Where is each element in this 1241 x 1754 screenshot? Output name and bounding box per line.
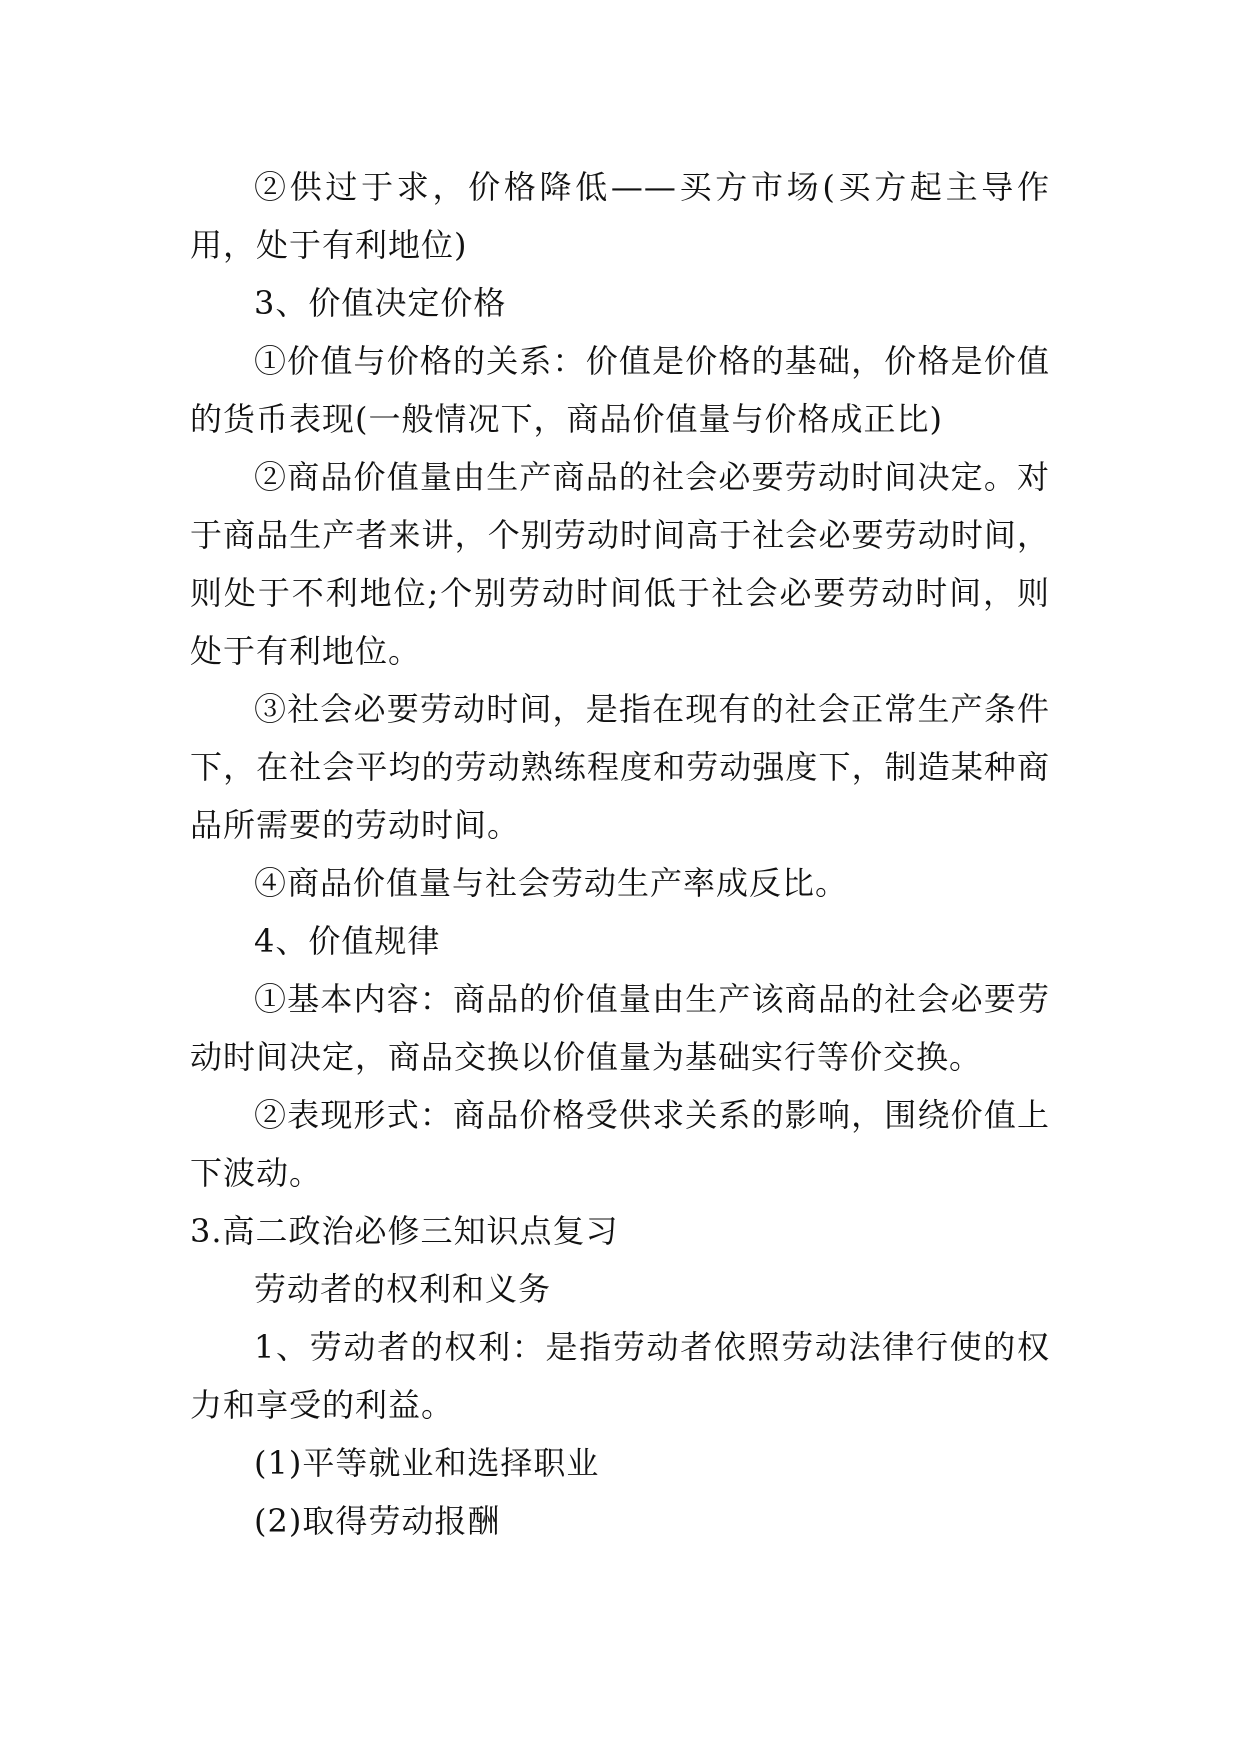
- paragraph-supply-exceeds-demand: ②供过于求，价格降低——买方市场(买方起主导作用，处于有利地位): [190, 168, 1050, 264]
- heading-law-of-value: 4、价值规律: [254, 922, 441, 960]
- document-page: [190, 158, 1050, 1550]
- paragraph-manifestation: ②表现形式：商品价格受供求关系的影响，围绕价值上下波动。: [190, 1096, 1050, 1192]
- paragraph-value-magnitude: ②商品价值量由生产商品的社会必要劳动时间决定。对于商品生产者来讲，个别劳动时间高于社会必要劳动时间，则处于不利地位;个别劳动时间低于社会必要劳动时间，则处于有利地位。: [190, 458, 1050, 670]
- paragraph-basic-content: ①基本内容：商品的价值量由生产该商品的社会必要劳动时间决定，商品交换以价值量为基础实行等价交换。: [190, 980, 1050, 1076]
- paragraph-value-price-relation: ①价值与价格的关系：价值是价格的基础，价格是价值的货币表现(一般情况下，商品价值量与价格成正比): [190, 342, 1050, 438]
- list-item-equal-employment: (1)平等就业和选择职业: [254, 1444, 600, 1482]
- paragraph-socially-necessary-labor-time: ③社会必要劳动时间，是指在现有的社会正常生产条件下，在社会平均的劳动熟练程度和劳动强度下，制造某种商品所需要的劳动时间。: [190, 690, 1050, 844]
- paragraph-worker-rights: 1、劳动者的权利：是指劳动者依照劳动法律行使的权力和享受的利益。: [190, 1328, 1050, 1424]
- heading-value-determines-price: 3、价值决定价格: [254, 284, 507, 322]
- paragraph-productivity-inverse: ④商品价值量与社会劳动生产率成反比。: [254, 864, 849, 902]
- list-item-labor-remuneration: (2)取得劳动报酬: [254, 1502, 501, 1540]
- heading-worker-rights-duties: 劳动者的权利和义务: [254, 1270, 552, 1308]
- section-title: 3.高二政治必修三知识点复习: [190, 1212, 619, 1250]
